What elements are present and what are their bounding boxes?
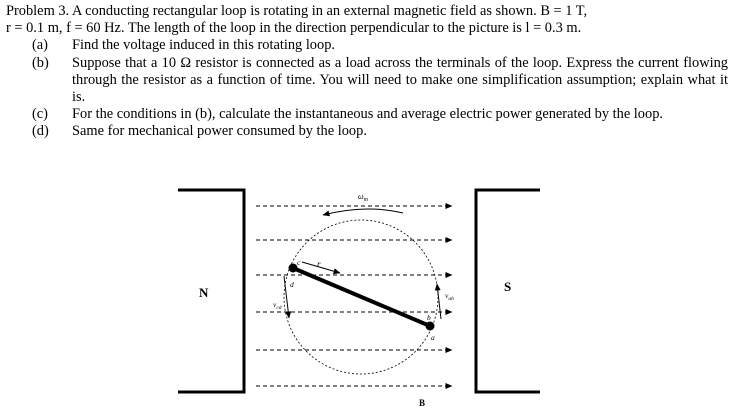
part-c-text: For the conditions in (b), calculate the instantaneous and average electric power generated by the loop.: [72, 106, 663, 123]
radius-arrow: [302, 262, 340, 273]
loop-bar: [293, 268, 430, 326]
point-d-label: d: [290, 280, 294, 289]
velocity-cd-label: $v_{cd}$: [273, 300, 282, 311]
north-pole-magnet: [178, 190, 244, 392]
part-c-label: (c): [32, 106, 48, 123]
part-b-label: (b): [32, 54, 49, 71]
radius-label: r: [317, 259, 321, 269]
north-pole-label: N: [199, 285, 209, 300]
part-d-label: (d): [32, 123, 49, 140]
problem-intro-line-2: r = 0.1 m, f = 60 Hz. The length of the loop in the direction perpendicular to the picture is l = 0.3 m.: [6, 20, 582, 37]
point-c-label: c: [297, 258, 301, 267]
problem-intro-line-1: Problem 3. A conducting rectangular loop is rotating in an external magnetic field as shown. B = 1 T,: [6, 3, 588, 19]
loop-terminal-ab: [426, 322, 435, 331]
magnetic-field-lines: [256, 206, 452, 386]
part-b-text: Suppose that a 10 Ω resistor is connected as a load across the terminals of the loop. Express the current flowing through the resistor as a function of time. You will need to make one simplification assumption; explain what it is.: [72, 54, 728, 106]
part-a-label: (a): [32, 37, 48, 54]
point-a-label: a: [431, 333, 435, 342]
south-pole-label: S: [504, 279, 512, 294]
point-b-label: b: [427, 313, 431, 322]
omega-label: $\omega_m$: [358, 192, 368, 203]
velocity-ab-label: $v_{ab}$: [445, 291, 454, 302]
part-d-text: Same for mechanical power consumed by the loop.: [72, 123, 367, 140]
field-label: B: [419, 398, 426, 408]
angular-velocity-arrow: [323, 209, 403, 215]
part-a-text: Find the voltage induced in this rotating loop.: [72, 37, 335, 54]
